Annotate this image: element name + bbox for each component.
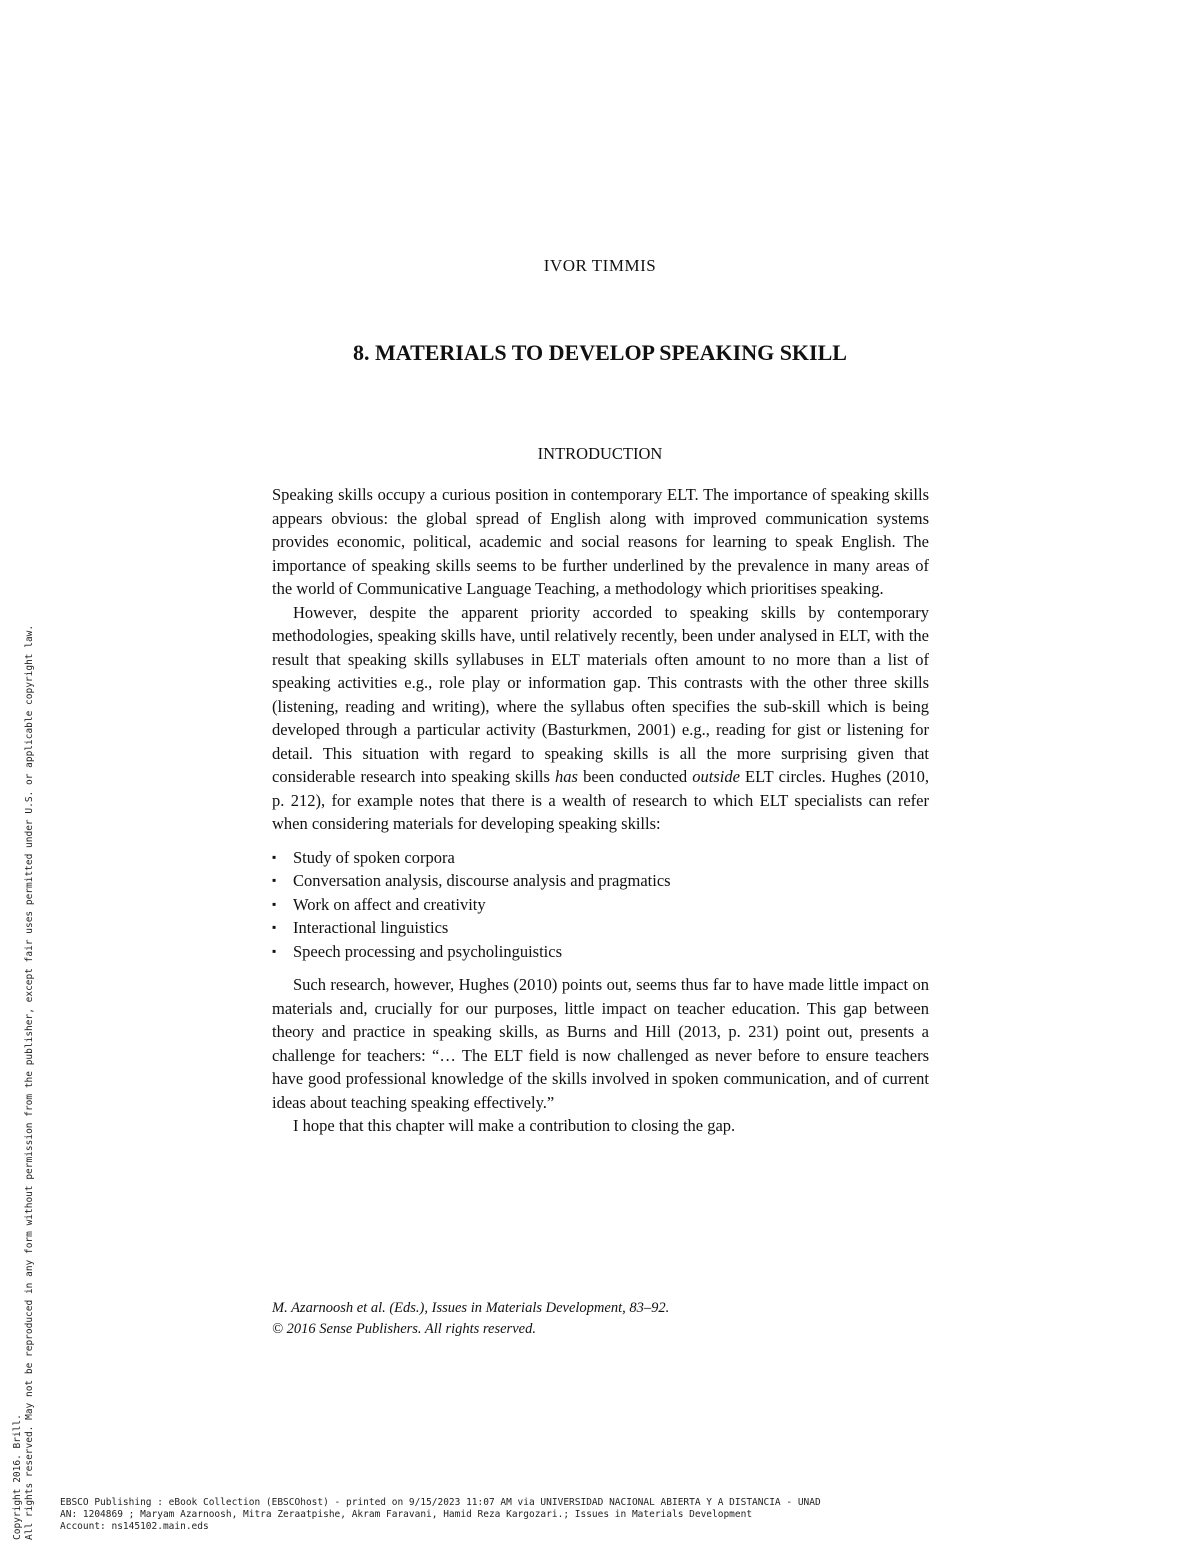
list-item <box>272 846 929 870</box>
paragraph-2 <box>272 601 929 836</box>
side-copyright-line-2: All rights reserved. May not be reproduced in any form without permission from the publisher, except fair uses permitted under U.S. or applicable copyright law. <box>24 624 35 1540</box>
list-item-text: Work on affect and creativity <box>293 894 486 914</box>
side-copyright-notice <box>12 380 36 1540</box>
list-item <box>272 893 929 917</box>
bullet-icon: ▪ <box>272 920 277 934</box>
paragraph-1: Speaking skills occupy a curious position in contemporary ELT. The importance of speaking skills appears obvious: the global spread of English along with improved communication systems provides economic, political, academic and social reasons for learning to speak English. The importance of speaking skills seems to be further underlined by the prevalence in many areas of the world of Communicative Language Teaching, a methodology which prioritises speaking. <box>272 485 929 598</box>
citation-copyright: © 2016 Sense Publishers. All rights reserved. <box>272 1321 536 1337</box>
ebsco-footer <box>60 1497 1060 1533</box>
author-name: IVOR TIMMIS <box>543 256 657 275</box>
bullet-icon: ▪ <box>272 943 277 958</box>
citation-source: M. Azarnoosh et al. (Eds.), Issues in Materials Development, 83–92. <box>272 1300 670 1316</box>
list-item <box>272 869 929 893</box>
bullet-icon: ▪ <box>272 849 277 864</box>
body-text <box>272 483 929 1138</box>
citation-block <box>272 1298 929 1340</box>
list-item-text: Speech processing and psycholinguistics <box>293 941 562 961</box>
list-item <box>272 916 929 940</box>
list-item <box>272 940 929 964</box>
paragraph-3: Such research, however, Hughes (2010) points out, seems thus far to have made little impact on materials and, crucially for our purposes, little impact on teacher education. This gap between theory and practice in speaking skills, as Burns and Hill (2013, p. 231) point out, presents a challenge for teachers: “… The ELT field is now challenged as never before to ensure teachers have good professional knowledge of the skills involved in spoken communication, and of current ideas about teaching speaking effectively.” <box>272 975 929 1112</box>
list-item-text: Interactional linguistics <box>293 918 449 937</box>
emphasis-outside: outside <box>692 767 740 786</box>
paragraph-2-part-a: However, despite the apparent priority accorded to speaking skills by contemporary methodologies, speaking skills have, until relatively recently, been under analysed in ELT, with the result that speaking skills syllabuses in ELT materials often amount to no more than a list of speaking activities e.g., role play or information gap. This contrasts with the other three skills (listening, reading and writing), where the syllabus often specifies the sub-skill which is being developed through a particular activity (Basturkmen, 2001) e.g., reading for gist or listening for detail. This situation with regard to speaking skills is all the more surprising given that considerable research into speaking skills <box>272 602 929 786</box>
footer-line-3: Account: ns145102.main.eds <box>60 1521 209 1532</box>
bullet-icon: ▪ <box>272 896 277 911</box>
paragraph-2-part-c: ELT circles. Hughes (2010, p. 212), for example notes that there is a wealth of research to which ELT specialists can refer when considering materials for developing speaking skills: <box>272 767 929 833</box>
side-copyright-line-1: Copyright 2016. Brill. <box>12 1414 23 1540</box>
research-list <box>272 846 929 964</box>
list-item-text: Conversation analysis, discourse analysis and pragmatics <box>293 871 671 890</box>
section-heading: INTRODUCTION <box>537 444 663 463</box>
footer-line-2: AN: 1204869 ; Maryam Azarnoosh, Mitra Zeraatpishe, Akram Faravani, Hamid Reza Kargozari.; Issues in Materials Development <box>60 1509 753 1520</box>
footer-line-1: EBSCO Publishing : eBook Collection (EBSCOhost) - printed on 9/15/2023 11:07 AM via UNIVERSIDAD NACIONAL ABIERTA Y A DISTANCIA - UNAD <box>60 1497 821 1508</box>
bullet-icon: ▪ <box>272 873 277 887</box>
chapter-title: 8. MATERIALS TO DEVELOP SPEAKING SKILL <box>353 340 847 365</box>
paragraph-2-part-b: been conducted <box>577 767 693 786</box>
list-item-text: Study of spoken corpora <box>293 847 455 867</box>
emphasis-has: has <box>555 767 578 786</box>
paragraph-4: I hope that this chapter will make a contribution to closing the gap. <box>293 1116 736 1135</box>
